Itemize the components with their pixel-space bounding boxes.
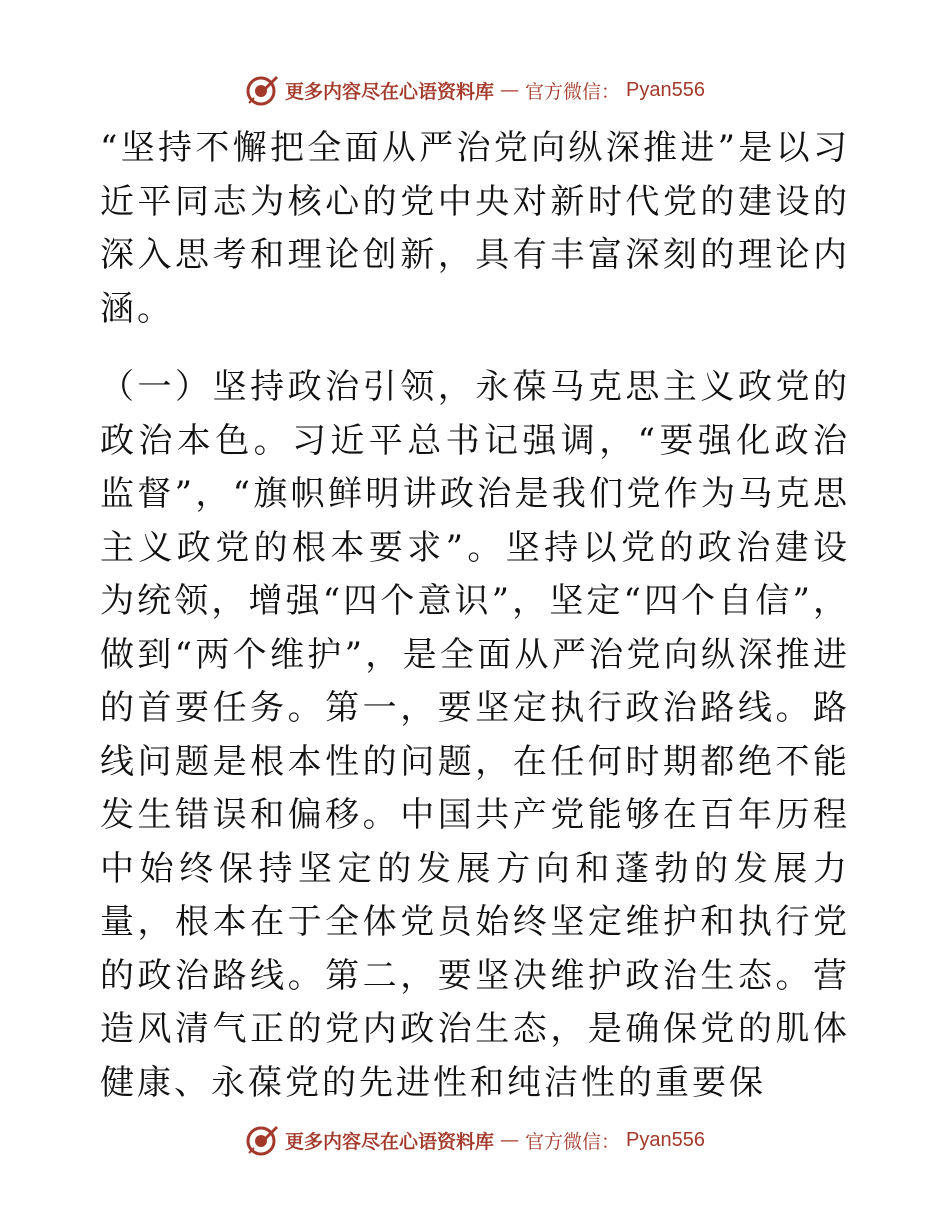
wechat-id: Pyan556 [626, 78, 705, 101]
banner-separator: — [500, 1129, 520, 1151]
wechat-id: Pyan556 [626, 1128, 705, 1151]
brush-circle-logo-icon [245, 1123, 279, 1157]
wechat-label: 官方微信： [525, 80, 621, 103]
paragraph-intro: “坚持不懈把全面从严治党向纵深推进”是以习近平同志为核心的党中央对新时代党的建设的深入思考和理论创新，具有丰富深刻的理论内涵。 [100, 128, 850, 329]
site-name: 更多内容尽在心语资料库 [285, 80, 495, 103]
paragraph-section-one: （一）坚持政治引领，永葆马克思主义政党的政治本色。习近平总书记强调，“要强化政治监督”，“旗帜鲜明讲政治是我们党作为马克思主义政党的根本要求”。坚持以党的政治建设为统领，增强“四个意识”，坚定“四个自信”，做到“两个维护”，是全面从严治党向纵深推进的首要任务。第一，要坚定执行政治路线。路线问题是根本性的问题，在任何时期都绝不能发生错误和偏移。中国共产党能够在百年历程中始终保持坚定的发展方向和蓬勃的发展力量，根本在于全体党员始终坚定维护和执行党的政治路线。第二，要坚决维护政治生态。营造风清气正的党内政治生态，是确保党的肌体健康、永葆党的先进性和纯洁性的重要保 [100, 367, 850, 1103]
banner-separator: — [500, 79, 520, 101]
wechat-label: 官方微信： [525, 1130, 621, 1153]
header-banner [0, 70, 950, 110]
footer-banner [0, 1120, 950, 1160]
brush-circle-logo-icon [245, 73, 279, 107]
document-body [100, 122, 850, 1110]
site-name: 更多内容尽在心语资料库 [285, 1130, 495, 1153]
